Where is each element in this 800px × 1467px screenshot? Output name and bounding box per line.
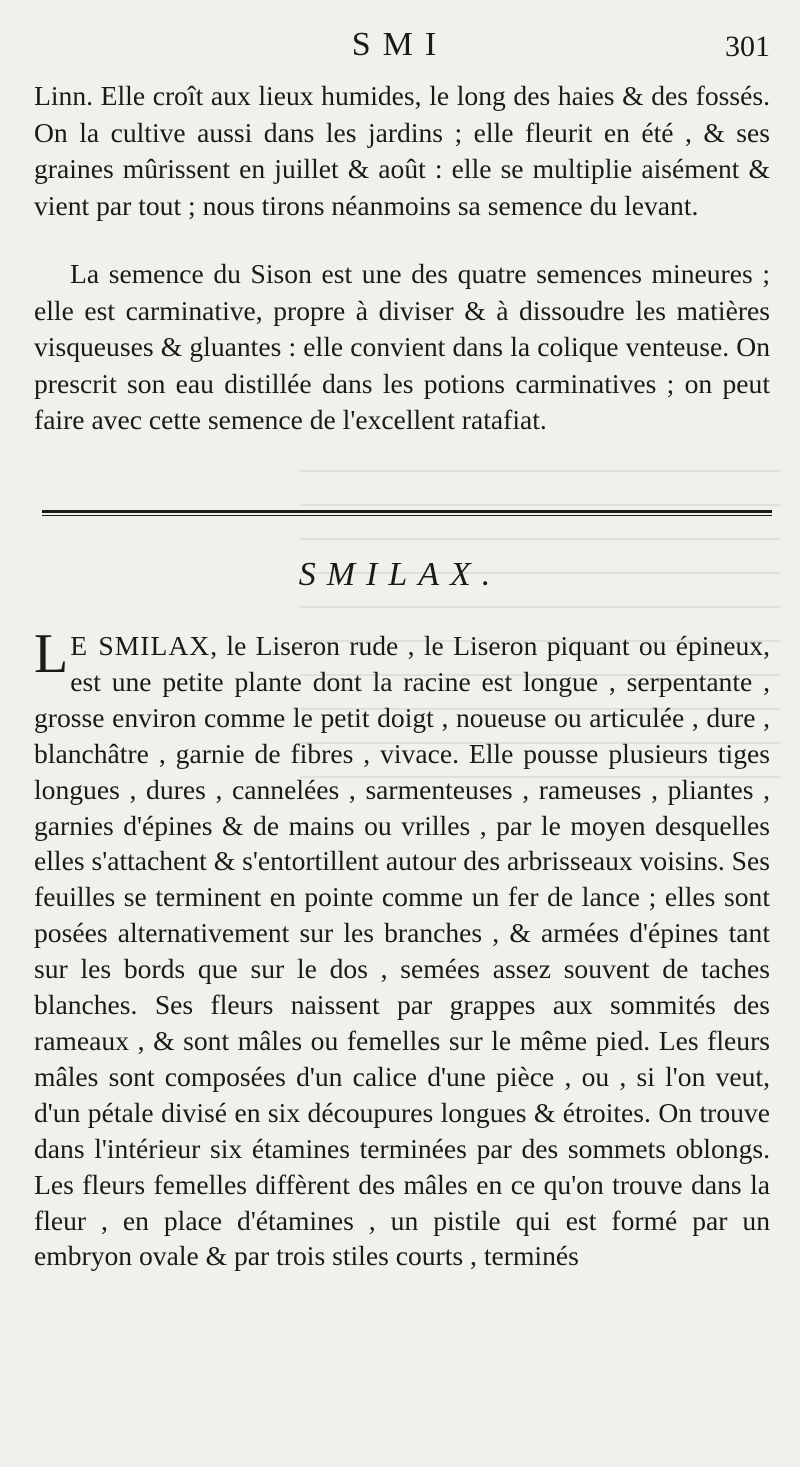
running-head-title: SMI [351, 26, 449, 63]
page-number: 301 [725, 30, 770, 63]
drop-cap: L [34, 623, 69, 685]
section-divider-thin [42, 515, 772, 516]
section-title: SMILAX. [298, 556, 502, 593]
section-divider-thick [42, 510, 772, 513]
section-lead-word: E SMILAX [70, 630, 211, 661]
section-body-text: , le Liseron rude , le Liseron piquant ou épineux, est une petite plante dont la racine est longue , serpentante , grosse environ comme le petit doigt , noueuse ou articulée , dure , blanchâtre , garnie de fibres , vivace. Elle pousse plusieurs tiges longues , dures , cannelées , sarmenteuses , rameuses , pliantes , garnies d'épines & de mains ou vrilles , par le moyen desquelles elles s'attachent & s'entortillent autour des arbrisseaux voisins. Ses feuilles se terminent en pointe comme un fer de lance ; elles sont posées alternativement sur les branches , & armées d'épines tant sur les bords que sur le dos , semées assez souvent de taches blanches. Ses fleurs naissent par grappes aux sommités des rameaux , & sont mâles ou femelles sur le même pied. Les fleurs mâles sont composées d'un calice d'une pièce , ou , si l'on veut, d'un pétale divisé en six découpures longues & étroites. On trouve dans l'intérieur six étamines terminées par des sommets oblongs. Les fleurs femelles diffèrent des mâles en ce qu'on trouve dans la fleur , en place d'étamines , un pistile qui est formé par un embryon ovale & par trois stiles courts , terminés [34, 630, 770, 1272]
section-body [34, 623, 770, 1274]
running-head [0, 26, 800, 76]
paragraph-sison-properties: La semence du Sison est une des quatre semences mineures ; elle est carminative, propre à diviser & à dissoudre les matières visqueuses & gluantes : elle convient dans la colique venteuse. On prescrit son eau distillée dans les potions carminatives ; on peut faire avec cette semence de l'excellent ratafiat. [34, 258, 770, 435]
paragraph-continuation: Linn. Elle croît aux lieux humides, le long des haies & des fossés. On la cultive aussi dans les jardins ; elle fleurit en été , & ses graines mûrissent en juillet & août : elle se multiplie aisément & vient par tout ; nous tirons néanmoins sa semence du levant. [34, 80, 770, 221]
